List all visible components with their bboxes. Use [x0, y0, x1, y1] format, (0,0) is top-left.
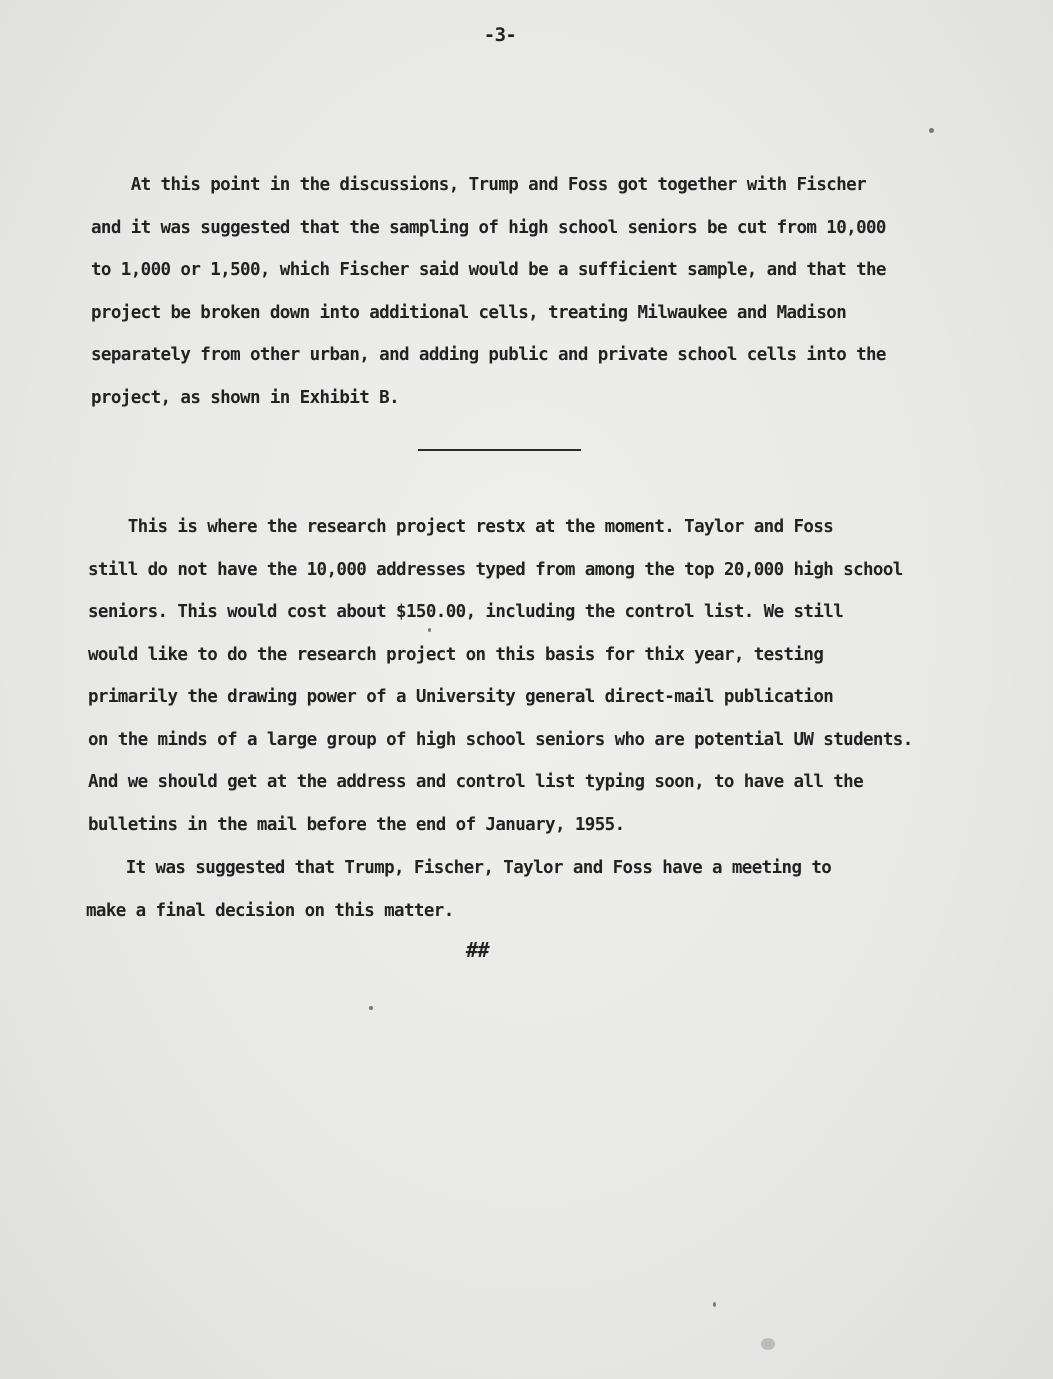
text-line: make a final decision on this matter.	[86, 900, 454, 921]
paper-speck	[428, 628, 431, 632]
text-line: project be broken down into additional cells, treating Milwaukee and Madison	[91, 302, 847, 323]
text-line: This is where the research project restx at the moment. Taylor and Foss	[88, 517, 834, 537]
text-line: seniors. This would cost about $150.00, including the control list. We still	[88, 602, 844, 622]
paragraph-research-status	[88, 506, 913, 846]
end-mark: ##	[466, 938, 489, 962]
paper-speck	[369, 1006, 373, 1010]
text-line: would like to do the research project on this basis for thix year, testing	[88, 644, 824, 665]
text-line: separately from other urban, and adding public and private school cells into the	[91, 345, 886, 365]
text-line: primarily the drawing power of a University general direct-mail publication	[88, 687, 834, 707]
paper-speck	[929, 128, 934, 133]
paper-speck	[713, 1302, 716, 1307]
text-line: It was suggested that Trump, Fischer, Taylor and Foss have a meeting to	[86, 858, 832, 878]
text-line: and it was suggested that the sampling of high school seniors be cut from 10,000	[91, 217, 886, 238]
section-divider	[418, 449, 581, 451]
text-line: still do not have the 10,000 addresses typed from among the top 20,000 high school	[88, 559, 903, 580]
text-line: project, as shown in Exhibit B.	[91, 387, 400, 408]
text-line: to 1,000 or 1,500, which Fischer said would be a sufficient sample, and that the	[91, 260, 886, 280]
text-line: bulletins in the mail before the end of January, 1955.	[88, 814, 625, 835]
text-line: At this point in the discussions, Trump and Foss got together with Fischer	[91, 175, 866, 195]
paper-speck	[761, 1338, 775, 1350]
page-number: -3-	[483, 24, 517, 46]
paragraph-discussions	[91, 164, 886, 419]
text-line: And we should get at the address and control list typing soon, to have all the	[88, 772, 863, 792]
paragraph-meeting-suggestion	[86, 847, 831, 932]
text-line: on the minds of a large group of high school seniors who are potential UW students.	[88, 729, 913, 750]
